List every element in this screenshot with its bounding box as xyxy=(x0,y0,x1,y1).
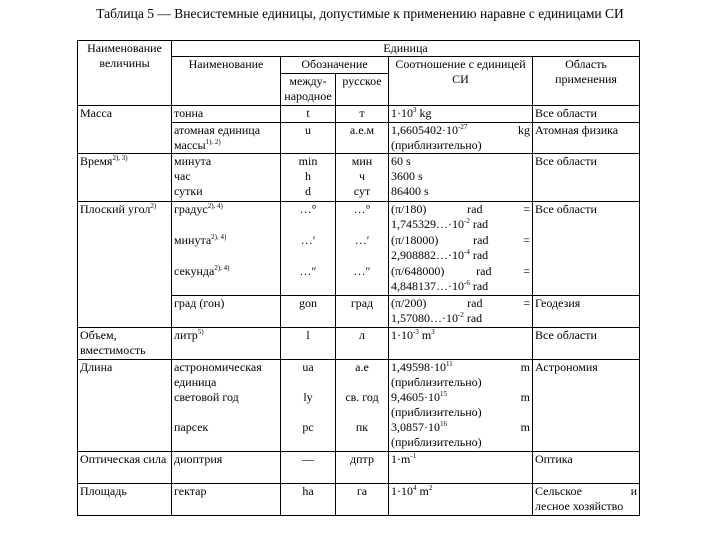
header-area: Область применения xyxy=(533,57,640,106)
intl-time: min h d xyxy=(281,154,336,202)
rus-hectare: га xyxy=(336,484,389,516)
rus-litre: л xyxy=(336,328,389,360)
quantity-optical: Оптическая сила xyxy=(78,452,172,484)
area-diopter: Оптика xyxy=(533,452,640,484)
relation-litre: $1\cdot 10^{-3}$ $m^3$ xyxy=(389,328,533,360)
area-length: Астрономия xyxy=(533,360,640,452)
unit-name-amu: атомная единица массы$^{1), 2)}$ xyxy=(172,123,281,154)
relation-hectare: $1\cdot 10^4$ $m^2$ xyxy=(389,484,533,516)
relation-gon: (π/200) rad = $1,57080\dots\cdot 10^{-2}$ rad xyxy=(389,296,533,328)
area-hectare: Сельское и лесное хозяйство xyxy=(533,484,640,516)
unit-name-litre: литр$^{5)}$ xyxy=(172,328,281,360)
header-intl: между-народное xyxy=(281,74,336,106)
table-caption: Таблица 5 — Внесистемные единицы, допустимые к применению наравне с единицами СИ xyxy=(96,6,624,21)
quantity-area: Площадь xyxy=(78,484,172,516)
units-table xyxy=(77,40,640,516)
header-relation: Соотношение с единицей СИ xyxy=(389,57,533,106)
header-rus: русское xyxy=(336,74,389,106)
unit-name-length: астрономическая единица световой год парсек xyxy=(172,360,281,452)
rus-gon: град xyxy=(336,296,389,328)
unit-name-time: минута час сутки xyxy=(172,154,281,202)
quantity-time: Время$^{2), 3)}$ xyxy=(78,154,172,202)
intl-hectare: ha xyxy=(281,484,336,516)
intl-diopter: — xyxy=(281,452,336,484)
unit-name-hectare: гектар xyxy=(172,484,281,516)
relation-length: $1,49598\cdot 10^{11}$ m (приблизительно) $9,4605\cdot 10^{15}$ m (приблизительно) $3,0857\cdot 10^{16}$ m (приблизительно) xyxy=(389,360,533,452)
quantity-length: Длина xyxy=(78,360,172,452)
rus-amu: а.е.м xyxy=(336,123,389,154)
header-unit: Единица xyxy=(172,41,640,57)
area-litre: Все области xyxy=(533,328,640,360)
area-angle: Все области xyxy=(533,202,640,296)
intl-length: ua ly pc xyxy=(281,360,336,452)
rus-diopter: дптр xyxy=(336,452,389,484)
rus-tonne: т xyxy=(336,106,389,123)
header-name: Наименование xyxy=(172,57,281,106)
relation-diopter: $1\cdot m^{-1}$ xyxy=(389,452,533,484)
unit-name-tonne: тонна xyxy=(172,106,281,123)
area-tonne: Все области xyxy=(533,106,640,123)
intl-litre: l xyxy=(281,328,336,360)
intl-tonne: t xyxy=(281,106,336,123)
header-quantity: Наименование величины xyxy=(78,41,172,106)
relation-time: 60 s 3600 s 86400 s xyxy=(389,154,533,202)
rus-angle: …° …′ …″ xyxy=(336,202,389,296)
intl-angle: …° …′ …″ xyxy=(281,202,336,296)
relation-angle: (π/180) rad = $1,745329\dots\cdot 10^{-2}$ rad (π/18000) rad = $2,908882\dots\cdot 10^{-4}$ rad (π/648000) rad = $4,848137\dots\cdot 10^{-6}$ rad xyxy=(389,202,533,296)
relation-tonne: $1\cdot 10^3$ kg xyxy=(389,106,533,123)
rus-time: мин ч сут xyxy=(336,154,389,202)
quantity-mass: Масса xyxy=(78,106,172,154)
intl-gon: gon xyxy=(281,296,336,328)
unit-name-gon: град (гон) xyxy=(172,296,281,328)
unit-name-diopter: диоптрия xyxy=(172,452,281,484)
area-time: Все области xyxy=(533,154,640,202)
quantity-angle: Плоский угол$^{2)}$ xyxy=(78,202,172,328)
rus-length: а.е св. год пк xyxy=(336,360,389,452)
area-amu: Атомная физика xyxy=(533,123,640,154)
header-designation: Обозначение xyxy=(281,57,389,74)
intl-amu: u xyxy=(281,123,336,154)
area-gon: Геодезия xyxy=(533,296,640,328)
relation-amu: $1,6605402\cdot 10^{-27}$ kg (приблизительно) xyxy=(389,123,533,154)
unit-name-angle: градус$^{2), 4)}$ минута$^{2), 4)}$ секунда$^{2), 4)}$ xyxy=(172,202,281,296)
quantity-volume: Объем, вместимость xyxy=(78,328,172,360)
